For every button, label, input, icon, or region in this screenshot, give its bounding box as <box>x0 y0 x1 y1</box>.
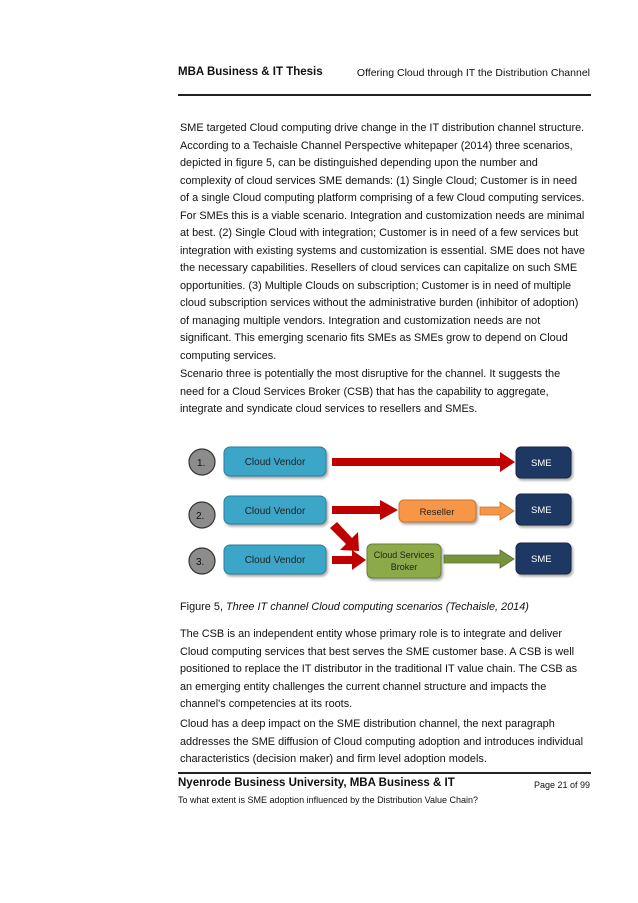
reseller-label: Reseller <box>419 507 455 518</box>
broker-label-line1: Cloud Services <box>373 550 435 560</box>
diagonal-red-arrow <box>330 522 359 551</box>
paragraph-1: SME targeted Cloud computing drive change in the IT distribution channel structure. According to a Techaisle Channel Perspective whitepaper (2014) three scenarios, depicted in figure 5, can be distinguished depending upon the number and complexity of cloud services SME demands: (1) Single Cloud; Customer is in need of a single Cloud computing platform comprising of a few Cloud computing services. For SMEs this is a viable scenario. Integration and customization needs are minimal at best. (2) Single Cloud with integration; Customer is in need of a few services but integration with existing systems and customization is essential. SME does not have the necessary capabilities. Resellers of cloud services can capitalize on such SME opportunities. (3) Multiple Clouds on subscription; Customer is in need of multiple cloud subscription services without the administrative burden (inhibitor of adoption) of managing multiple vendors. Integration and customization needs are not significant. This emerging scenario fits SMEs as SMEs grow to depend on Cloud computing services. <box>180 122 585 362</box>
header-rule <box>178 94 591 96</box>
orange-arrow <box>480 502 514 520</box>
paragraph-3: The CSB is an independent entity whose primary role is to integrate and deliver Cloud computing services that best serves the SME customer base. A CSB is well positioned to replace the IT distributor in the traditional IT value chain. The CSB as an emerging entity challenges the current channel structure and impacts the channel's competencies at its roots. <box>180 628 578 710</box>
green-arrow <box>444 550 514 568</box>
scenario-number: 3. <box>196 557 205 568</box>
scenario-number: 2. <box>196 511 205 522</box>
cloud-vendor-label: Cloud Vendor <box>244 555 306 566</box>
red-arrow <box>332 550 366 570</box>
paragraph-4: Cloud has a deep impact on the SME distribution channel, the next paragraph addresses the SME diffusion of Cloud computing adoption and introduces individual characteristics (decision maker) and firm level adoption models. <box>180 718 584 765</box>
scenario-1-row <box>189 447 571 478</box>
header-title: MBA Business & IT Thesis <box>178 66 323 78</box>
sme-label: SME <box>531 458 552 469</box>
cloud-vendor-label: Cloud Vendor <box>244 506 306 517</box>
page-number: Page 21 of 99 <box>533 780 590 790</box>
cloud-vendor-label: Cloud Vendor <box>244 457 306 468</box>
red-arrow <box>332 500 398 520</box>
footer-rule <box>178 772 591 774</box>
figure-caption <box>180 601 529 613</box>
sme-label: SME <box>531 505 552 516</box>
caption-title: Three IT channel Cloud computing scenarios (Techaisle, 2014) <box>226 601 529 613</box>
scenario-number: 1. <box>197 458 206 469</box>
page-header <box>178 66 590 86</box>
paragraph-2: Scenario three is potentially the most disruptive for the channel. It suggests the need for a Cloud Services Broker (CSB) that has the capability to aggregate, integrate and syndicate cloud services to resellers and SMEs. <box>180 368 561 415</box>
red-arrow <box>332 452 515 472</box>
scenario-2-row <box>189 494 571 528</box>
footer-institution: Nyenrode Business University, MBA Business & IT <box>178 777 455 789</box>
broker-label-line2: Broker <box>390 562 418 572</box>
footer-question: To what extent is SME adoption influenced by the Distribution Value Chain? <box>178 795 479 805</box>
figure-5-diagram <box>180 438 590 584</box>
sme-label: SME <box>531 554 552 565</box>
scenario-3-row <box>189 543 571 578</box>
header-subtitle: Offering Cloud through IT the Distribution Channel <box>356 67 590 79</box>
caption-prefix: Figure 5, <box>180 601 227 613</box>
